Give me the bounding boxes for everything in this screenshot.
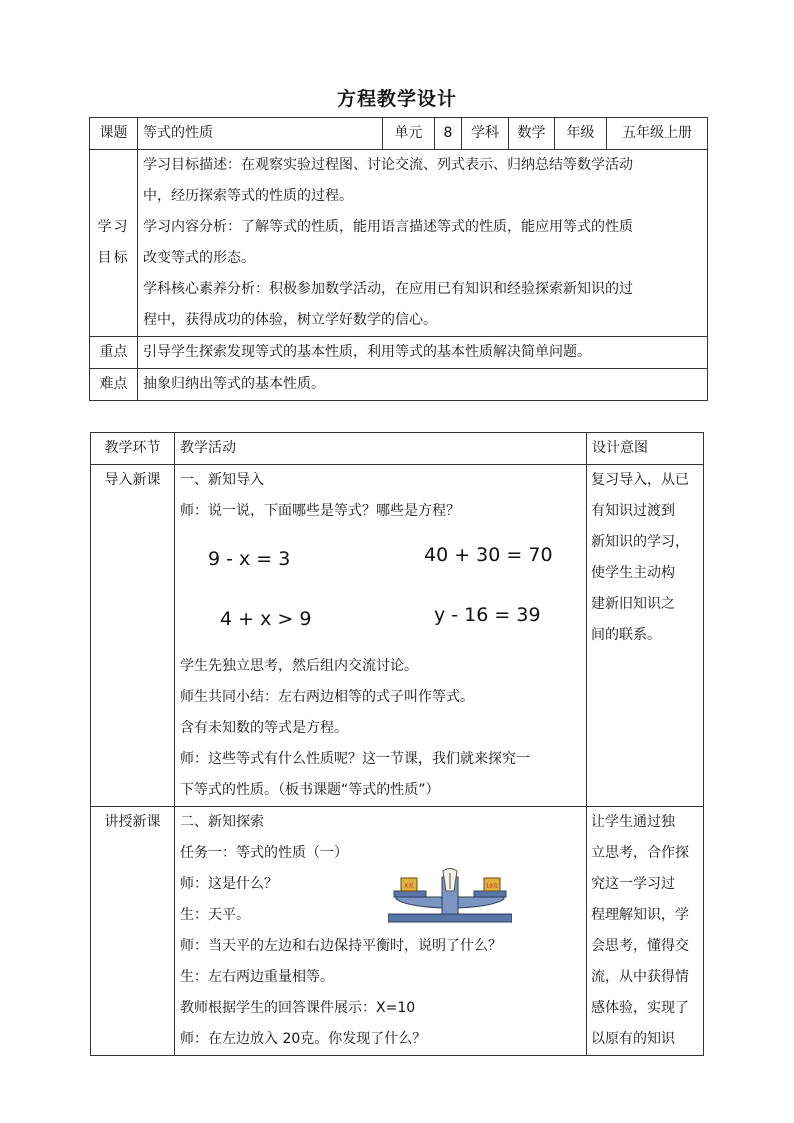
equation: 9 - x = 3 (208, 548, 291, 570)
balance-scale-icon (388, 865, 512, 927)
goal-line: 学科核心素养分析：积极参加数学活动，在应用已有知识和经验探索新知识的过 (143, 281, 633, 297)
activity-line: 师：这些等式有什么性质呢？这一节课，我们就来探究一 (180, 751, 530, 767)
difficulty-value: 抽象归纳出等式的基本性质。 (138, 369, 708, 401)
page-title: 方程教学设计 (336, 88, 457, 110)
equation: 40 + 30 = 70 (424, 544, 553, 566)
equation: y - 16 = 39 (434, 604, 541, 626)
header-stage: 教学环节 (91, 433, 175, 465)
intent-line: 有知识过渡到 (591, 503, 675, 519)
unit-value: 8 (435, 118, 462, 150)
scale-right-label: 10克 (485, 883, 499, 890)
plan-table (90, 432, 704, 1056)
scale-left-label: X克 (404, 883, 414, 890)
goal-line: 学习目标描述：在观察实验过程图、讨论交流、列式表示、归纳总结等数学活动 (143, 157, 633, 173)
intent-line: 流，从中获得情 (591, 969, 689, 985)
topic-value: 等式的性质 (138, 118, 383, 150)
info-table (89, 117, 708, 401)
activity-line: 生：天平。 (180, 907, 250, 923)
topic-row (90, 118, 708, 150)
equation-row (180, 527, 581, 591)
intent-cell (587, 465, 704, 807)
stage-cell: 讲授新课 (91, 807, 175, 1056)
activity-line: 师：这是什么？ (180, 876, 278, 892)
intent-line: 复习导入，从已 (591, 472, 689, 488)
intent-line: 建新旧知识之 (591, 596, 675, 612)
goal-row (90, 150, 708, 337)
subject-label: 学科 (462, 118, 509, 150)
equation-row (180, 591, 581, 651)
grade-value: 五年级上册 (607, 118, 708, 150)
goal-content (138, 150, 708, 337)
key-value: 引导学生探索发现等式的基本性质，利用等式的基本性质解决简单问题。 (138, 337, 708, 369)
intent-line: 究这一学习过 (591, 876, 675, 892)
intent-line: 新知识的学习， (591, 534, 689, 550)
intent-line: 会思考，懂得交 (591, 938, 689, 954)
equation: 4 + x > 9 (220, 608, 312, 630)
section-heading: 二、新知探索 (180, 814, 264, 830)
grade-label: 年级 (555, 118, 607, 150)
activity-line: 教师根据学生的回答课件展示：X=10 (180, 1000, 416, 1016)
activity-line: 下等式的性质。（板书课题“等式的性质”） (180, 782, 440, 798)
activity-line: 任务一：等式的性质（一） (180, 845, 348, 861)
activity-line: 师生共同小结：左右两边相等的式子叫作等式。 (180, 689, 474, 705)
activity-line: 师：当天平的左边和右边保持平衡时，说明了什么？ (180, 938, 502, 954)
section-heading: 一、新知导入 (180, 472, 264, 488)
plan-row-new (91, 807, 704, 1056)
intent-line: 间的联系。 (591, 627, 661, 643)
activity-line: 生：左右两边重量相等。 (180, 969, 334, 985)
goal-line: 中，经历探索等式的性质的过程。 (143, 188, 353, 204)
difficulty-row (90, 369, 708, 401)
goal-label-text: 学习目标 (97, 219, 130, 266)
topic-label: 课题 (90, 118, 138, 150)
intent-line: 让学生通过独 (591, 814, 675, 830)
activity-cell (175, 807, 587, 1056)
key-label: 重点 (90, 337, 138, 369)
intent-cell (587, 807, 704, 1056)
key-row (90, 337, 708, 369)
subject-value: 数学 (509, 118, 555, 150)
plan-header-row (91, 433, 704, 465)
scale-line (180, 869, 581, 900)
unit-label: 单元 (383, 118, 435, 150)
intent-line: 感体验，实现了 (591, 1000, 689, 1016)
intent-line: 使学生主动构 (591, 565, 675, 581)
goal-line: 程中，获得成功的体验，树立学好数学的信心。 (143, 312, 437, 328)
difficulty-label: 难点 (90, 369, 138, 401)
goal-line: 学习内容分析：了解等式的性质，能用语言描述等式的性质，能应用等式的性质 (143, 219, 633, 235)
header-intent: 设计意图 (587, 433, 704, 465)
activity-line: 学生先独立思考，然后组内交流讨论。 (180, 658, 418, 674)
activity-line: 师：在左边放入 20克。你发现了什么？ (180, 1031, 427, 1047)
activity-cell (175, 465, 587, 807)
plan-row-intro (91, 465, 704, 807)
goal-label (90, 150, 138, 337)
intent-line: 程理解知识，学 (591, 907, 689, 923)
teacher-question: 师：说一说，下面哪些是等式？哪些是方程？ (180, 503, 460, 519)
header-activity: 教学活动 (175, 433, 587, 465)
intent-line: 立思考，合作探 (591, 845, 689, 861)
activity-line: 含有未知数的等式是方程。 (180, 720, 348, 736)
stage-cell: 导入新课 (91, 465, 175, 807)
intent-line: 以原有的知识 (591, 1031, 675, 1047)
goal-line: 改变等式的形态。 (143, 250, 255, 266)
